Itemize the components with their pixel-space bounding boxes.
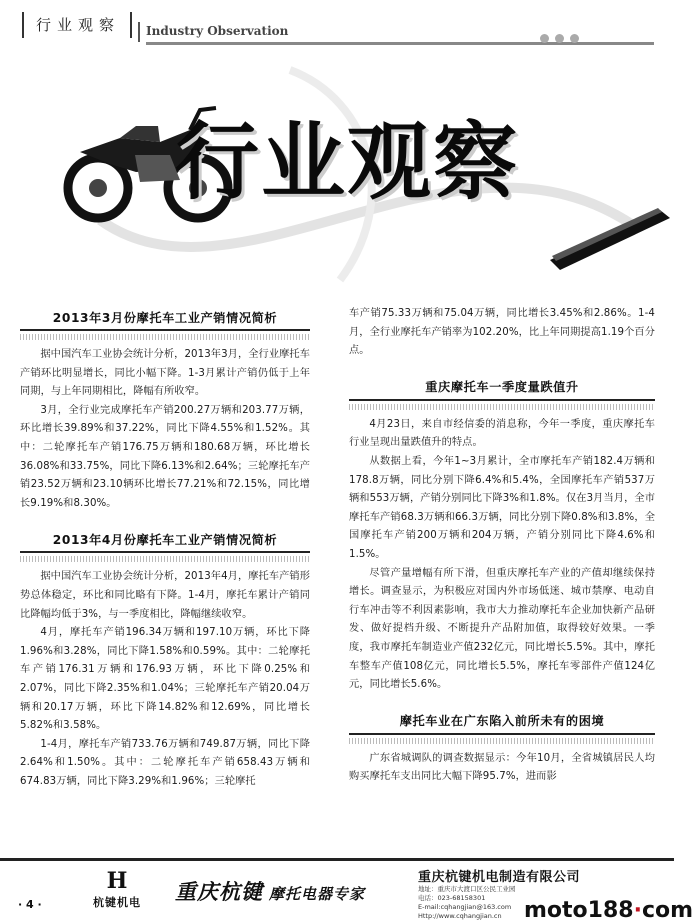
header-dot <box>540 34 549 43</box>
ad-slogan-main: 重庆杭键 <box>175 879 263 904</box>
banner <box>40 60 670 300</box>
company-address: 地址：重庆市大渡口区公民工业园 <box>418 885 516 893</box>
company-email: E-mail:cqhangjian@163.com <box>418 903 512 911</box>
paragraph: 4月23日，来自市经信委的消息称，今年一季度，重庆摩托车行业呈现出量跌值升的特点。 <box>349 418 655 449</box>
article-title: 2013年4月份摩托车工业产销情况简析 <box>20 527 310 553</box>
paragraph: 尽管产量增幅有所下滑，但重庆摩托车产业的产值却继续保持增长。调查显示，为积极应对国内外市场低迷、城市禁摩、电动自行车冲击等不利因素影响，我市大力推动摩托车企业加快新产品研发、做好提档升级、不断提升产品附加值，取得较好效果。一季度，我市摩托车制造业产值232亿元，同比增长5.5%。其中，摩托车整车产值108亿元，同比增长5.5%，摩托车零部件产值124亿元，同比增长5.6%。 <box>349 567 655 691</box>
header-dot <box>555 34 564 43</box>
page-number: · 4 · <box>18 898 42 911</box>
ad-slogan-sub: 摩托电器专家 <box>269 885 366 903</box>
paragraph: 3月，全行业完成摩托车产销200.27万辆和203.77万辆，环比增长39.89%和37.22%，同比下降4.55%和1.52%。其中：二轮摩托车产销176.75万辆和180.68万辆，环比增长36.08%和33.75%，同比下降6.13%和2.64%；三轮摩托车产销23.52万辆和23.10辆环比增长77.21%和72.15%，同比增长9.19%和8.30%。 <box>20 404 310 509</box>
header-divider <box>138 22 140 42</box>
header-dot <box>570 34 579 43</box>
banner-title: 行业观察 <box>175 113 520 211</box>
footer-rule <box>0 858 674 861</box>
company-logo <box>82 868 152 916</box>
article-title: 重庆摩托车一季度量跌值升 <box>349 375 655 401</box>
right-column <box>349 305 655 787</box>
site-watermark <box>524 898 693 923</box>
title-rule <box>349 404 655 410</box>
section-english-label: Industry Observation <box>146 24 289 38</box>
paragraph: 从数据上看，今年1~3月累计，全市摩托车产销182.4万辆和178.8万辆，同比分别下降6.4%和5.4%，全国摩托车产销537万辆和553万辆，产销分别同比下降3%和1.8%。仅在3月当月，全市摩托车产销68.3万辆和66.3万辆，同比分别下降0.8%和3.8%，全国摩托车产销200万辆和204万辆，产销分别同比下降4.6%和1.5%。 <box>349 455 655 560</box>
logo-brand: 杭键机电 <box>93 896 141 909</box>
section-tab: 行业观察 <box>22 12 132 38</box>
paragraph: 1-4月，摩托车产销733.76万辆和749.87万辆，同比下降2.64%和1.50%。其中：二轮摩托车产销658.43万辆和674.83万辆，同比下降3.29%和1.96%；三轮摩托 <box>20 738 310 787</box>
watermark-part: moto188 <box>524 898 634 923</box>
title-rule <box>349 738 655 744</box>
article-title: 2013年3月份摩托车工业产销情况简析 <box>20 305 310 331</box>
company-web: Http://www.cqhangjian.cn <box>418 912 502 920</box>
company-name: 重庆杭键机电制造有限公司 <box>418 870 581 885</box>
company-phone: 电话：023-68158301 <box>418 894 486 902</box>
logo-mark: H <box>106 868 128 894</box>
title-rule <box>20 556 310 562</box>
ad-slogan <box>175 876 365 906</box>
spacer <box>20 513 310 527</box>
spacer <box>349 695 655 709</box>
title-rule <box>20 334 310 340</box>
spacer <box>349 361 655 375</box>
left-column <box>20 305 310 791</box>
company-contact <box>418 885 516 921</box>
page-footer <box>0 858 693 923</box>
paragraph: 据中国汽车工业协会统计分析，2013年3月，全行业摩托车产销环比明显增长，同比小幅下降。1-3月累计产销仍低于上年同期，与上年同期相比，降幅有所收窄。 <box>20 349 310 398</box>
paragraph: 4月，摩托车产销196.34万辆和197.10万辆，环比下降1.96%和3.28%，同比下降1.58%和0.59%。其中：二轮摩托车产销176.31万辆和176.93万辆，环比下降0.25%和2.07%，同比下降2.35%和1.04%；三轮摩托车产销20.04万辆和20.17万辆，环比下降14.82%和12.69%，同比增长5.82%和3.58%。 <box>20 627 310 732</box>
paragraph: 车产销75.33万辆和75.04万辆，同比增长3.45%和2.86%。1-4月，全行业摩托车产销率为102.20%，比上年同期提高1.19个百分点。 <box>349 308 655 357</box>
watermark-part: com <box>641 898 693 923</box>
header-rule <box>146 42 654 45</box>
paragraph: 据中国汽车工业协会统计分析，2013年4月，摩托车产销形势总体稳定，环比和同比略有下降。1-4月，摩托车累计产销同比降幅均低于3%，与一季度相比，降幅继续收窄。 <box>20 571 310 620</box>
article-title: 摩托车业在广东陷入前所未有的困境 <box>349 709 655 735</box>
watermark-dot: · <box>633 898 642 923</box>
page-header <box>0 0 674 50</box>
paragraph: 广东省城调队的调查数据显示：今年10月，全省城镇居民人均购买摩托车支出同比大幅下降95.7%，进而影 <box>349 752 655 783</box>
